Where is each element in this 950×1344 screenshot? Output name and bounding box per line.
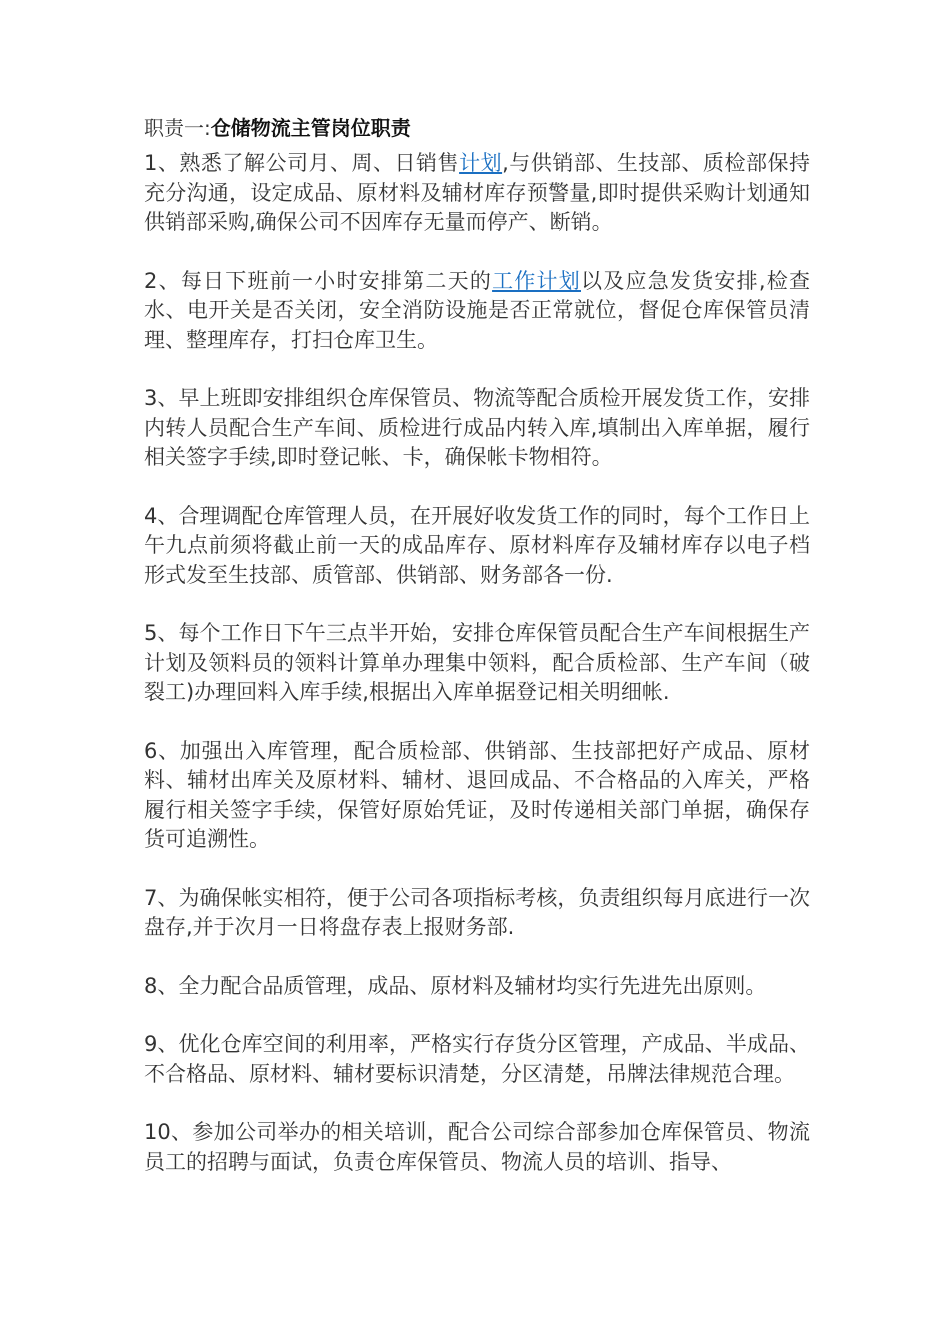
- duty-item-8: 8、全力配合品质管理，成品、原材料及辅材均实行先进先出原则。: [144, 973, 767, 998]
- duty-item-3: 3、早上班即安排组织仓库保管员、物流等配合质检开展发货工作，安排内转人员配合生产车间、质检进行成品内转入库,填制出入库单据，履行相关签字手续,即时登记帐、卡，确保帐卡物相符。: [144, 386, 810, 469]
- duty-item-1-text-before: 1、熟悉了解公司月、周、日销售: [144, 151, 460, 175]
- duty-item-1-text-after: ,与供销部、生技部、质检部保持充分沟通，设定成品、原材料及辅材库存预警量,即时提供采购计划通知供销部采购,确保公司不因库存无量而停产、断销。: [144, 151, 810, 234]
- duty-item-6: 6、加强出入库管理，配合质检部、供销部、生技部把好产成品、原材料、辅材出库关及原材料、辅材、退回成品、不合格品的入库关，严格履行相关签字手续，保管好原始凭证，及时传递相关部门单据，确保存货可追溯性。: [144, 738, 810, 851]
- duty-item-9: 9、优化仓库空间的利用率，严格实行存货分区管理，产成品、半成品、不合格品、原材料、辅材要标识清楚，分区清楚，吊牌法律规范合理。: [144, 1032, 810, 1086]
- duty-item-1: [144, 149, 810, 238]
- work-plan-link[interactable]: 工作计划: [492, 268, 581, 293]
- plan-link[interactable]: 计划: [459, 151, 503, 175]
- document-page: [144, 112, 810, 1206]
- heading-prefix: 职责一:: [144, 116, 211, 140]
- heading-title: 仓储物流主管岗位职责: [210, 116, 411, 140]
- duty-item-2-text-after: 以及应急发货安排,检查水、电开关是否关闭，安全消防设施是否正常就位，督促仓库保管员清理、整理库存，打扫仓库卫生。: [144, 268, 810, 352]
- section-heading: [144, 112, 810, 145]
- duty-item-5: 5、每个工作日下午三点半开始，安排仓库保管员配合生产车间根据生产计划及领料员的领料计算单办理集中领料，配合质检部、生产车间（破裂工)办理回料入库手续,根据出入库单据登记相关明细帐.: [144, 621, 810, 704]
- duty-item-2: [144, 267, 810, 356]
- duty-item-7: 7、为确保帐实相符，便于公司各项指标考核，负责组织每月底进行一次盘存,并于次月一日将盘存表上报财务部.: [144, 885, 810, 939]
- duty-item-10: 10、参加公司举办的相关培训，配合公司综合部参加仓库保管员、物流员工的招聘与面试，负责仓库保管员、物流人员的培训、指导、: [144, 1120, 810, 1174]
- duty-item-2-text-before: 2、每日下班前一小时安排第二天的: [144, 268, 493, 293]
- duty-item-4: 4、合理调配仓库管理人员，在开展好收发货工作的同时，每个工作日上午九点前须将截止前一天的成品库存、原材料库存及辅材库存以电子档形式发至生技部、质管部、供销部、财务部各一份.: [144, 503, 810, 587]
